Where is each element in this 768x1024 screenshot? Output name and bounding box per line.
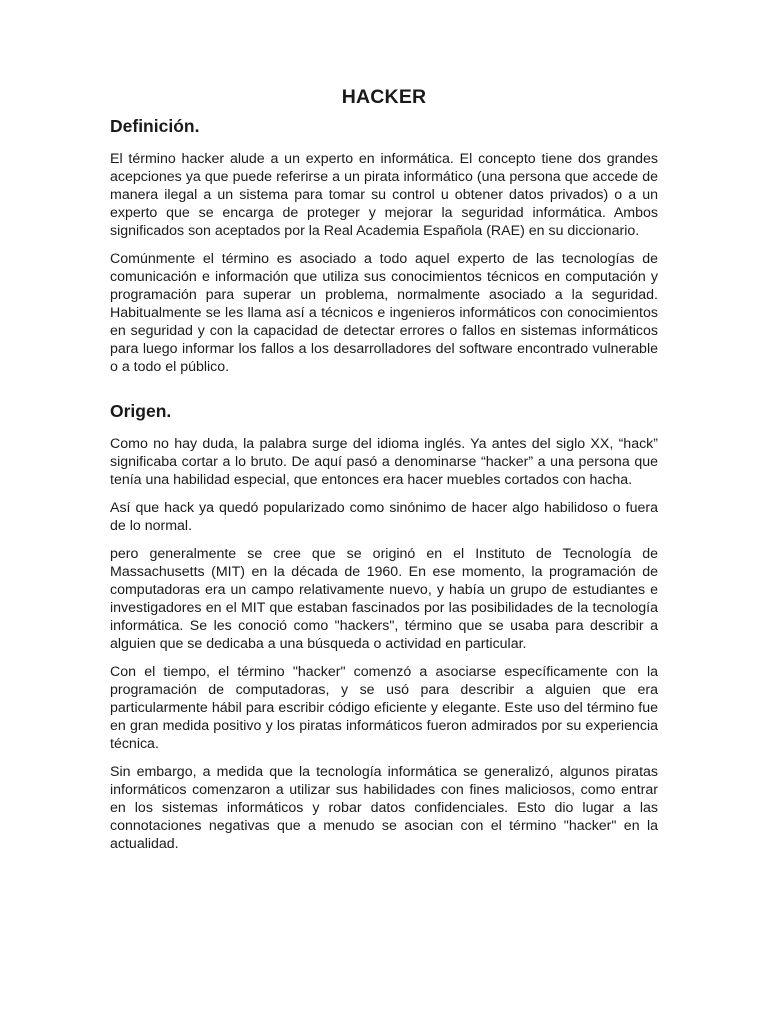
section-origen [110,400,658,853]
paragraph: Así que hack ya quedó popularizado como sinónimo de hacer algo habilidoso o fuera de lo normal. [110,500,658,534]
section-heading: Definición. [110,116,200,136]
section-heading: Origen. [110,401,172,421]
paragraph: El término hacker alude a un experto en informática. El concepto tiene dos grandes acepciones ya que puede referirse a un pirata informático (una persona que accede de manera ilegal a un sistema para tomar su control u obtener datos privados) o a un experto que se encarga de proteger y mejorar la seguridad informática. Ambos significados son aceptados por la Real Academia Española (RAE) en su diccionario. [110,151,658,239]
section-spacer [110,386,658,400]
paragraph: Comúnmente el término es asociado a todo aquel experto de las tecnologías de comunicación e información que utiliza sus conocimientos técnicos en computación y programación para superar un problema, normalmente asociado a la seguridad. Habitualmente se les llama así a técnicos e ingenieros informáticos con conocimientos en seguridad y con la capacidad de detectar errores o fallos en sistemas informáticos para luego informar los fallos a los desarrolladores del software encontrado vulnerable o a todo el público. [110,251,658,375]
paragraph: pero generalmente se cree que se originó en el Instituto de Tecnología de Massachusetts (MIT) en la década de 1960. En ese momento, la programación de computadoras era un campo relativamente nuevo, y había un grupo de estudiantes e investigadores en el MIT que estaban fascinados por las posibilidades de la tecnología informática. Se les conoció como "hackers", término que se usaba para describir a alguien que se dedicaba a una búsqueda o actividad en particular. [110,546,658,652]
paragraph: Como no hay duda, la palabra surge del idioma inglés. Ya antes del siglo XX, “hack” significaba cortar a lo bruto. De aquí pasó a denominarse “hacker” a una persona que tenía una habilidad especial, que entonces era hacer muebles cortados con hacha. [110,436,658,488]
paragraph: Con el tiempo, el término "hacker" comenzó a asociarse específicamente con la programación de computadoras, y se usó para describir a alguien que era particularmente hábil para escribir código eficiente y elegante. Este uso del término fue en gran medida positivo y los piratas informáticos fueron admirados por su experiencia técnica. [110,664,658,752]
document-body [110,84,658,863]
section-definicion [110,115,658,376]
document-title: HACKER [341,86,427,108]
paragraph: Sin embargo, a medida que la tecnología informática se generalizó, algunos piratas informáticos comenzaron a utilizar sus habilidades con fines maliciosos, como entrar en los sistemas informáticos y robar datos confidenciales. Esto dio lugar a las connotaciones negativas que a menudo se asocian con el término "hacker" en la actualidad. [110,764,658,852]
